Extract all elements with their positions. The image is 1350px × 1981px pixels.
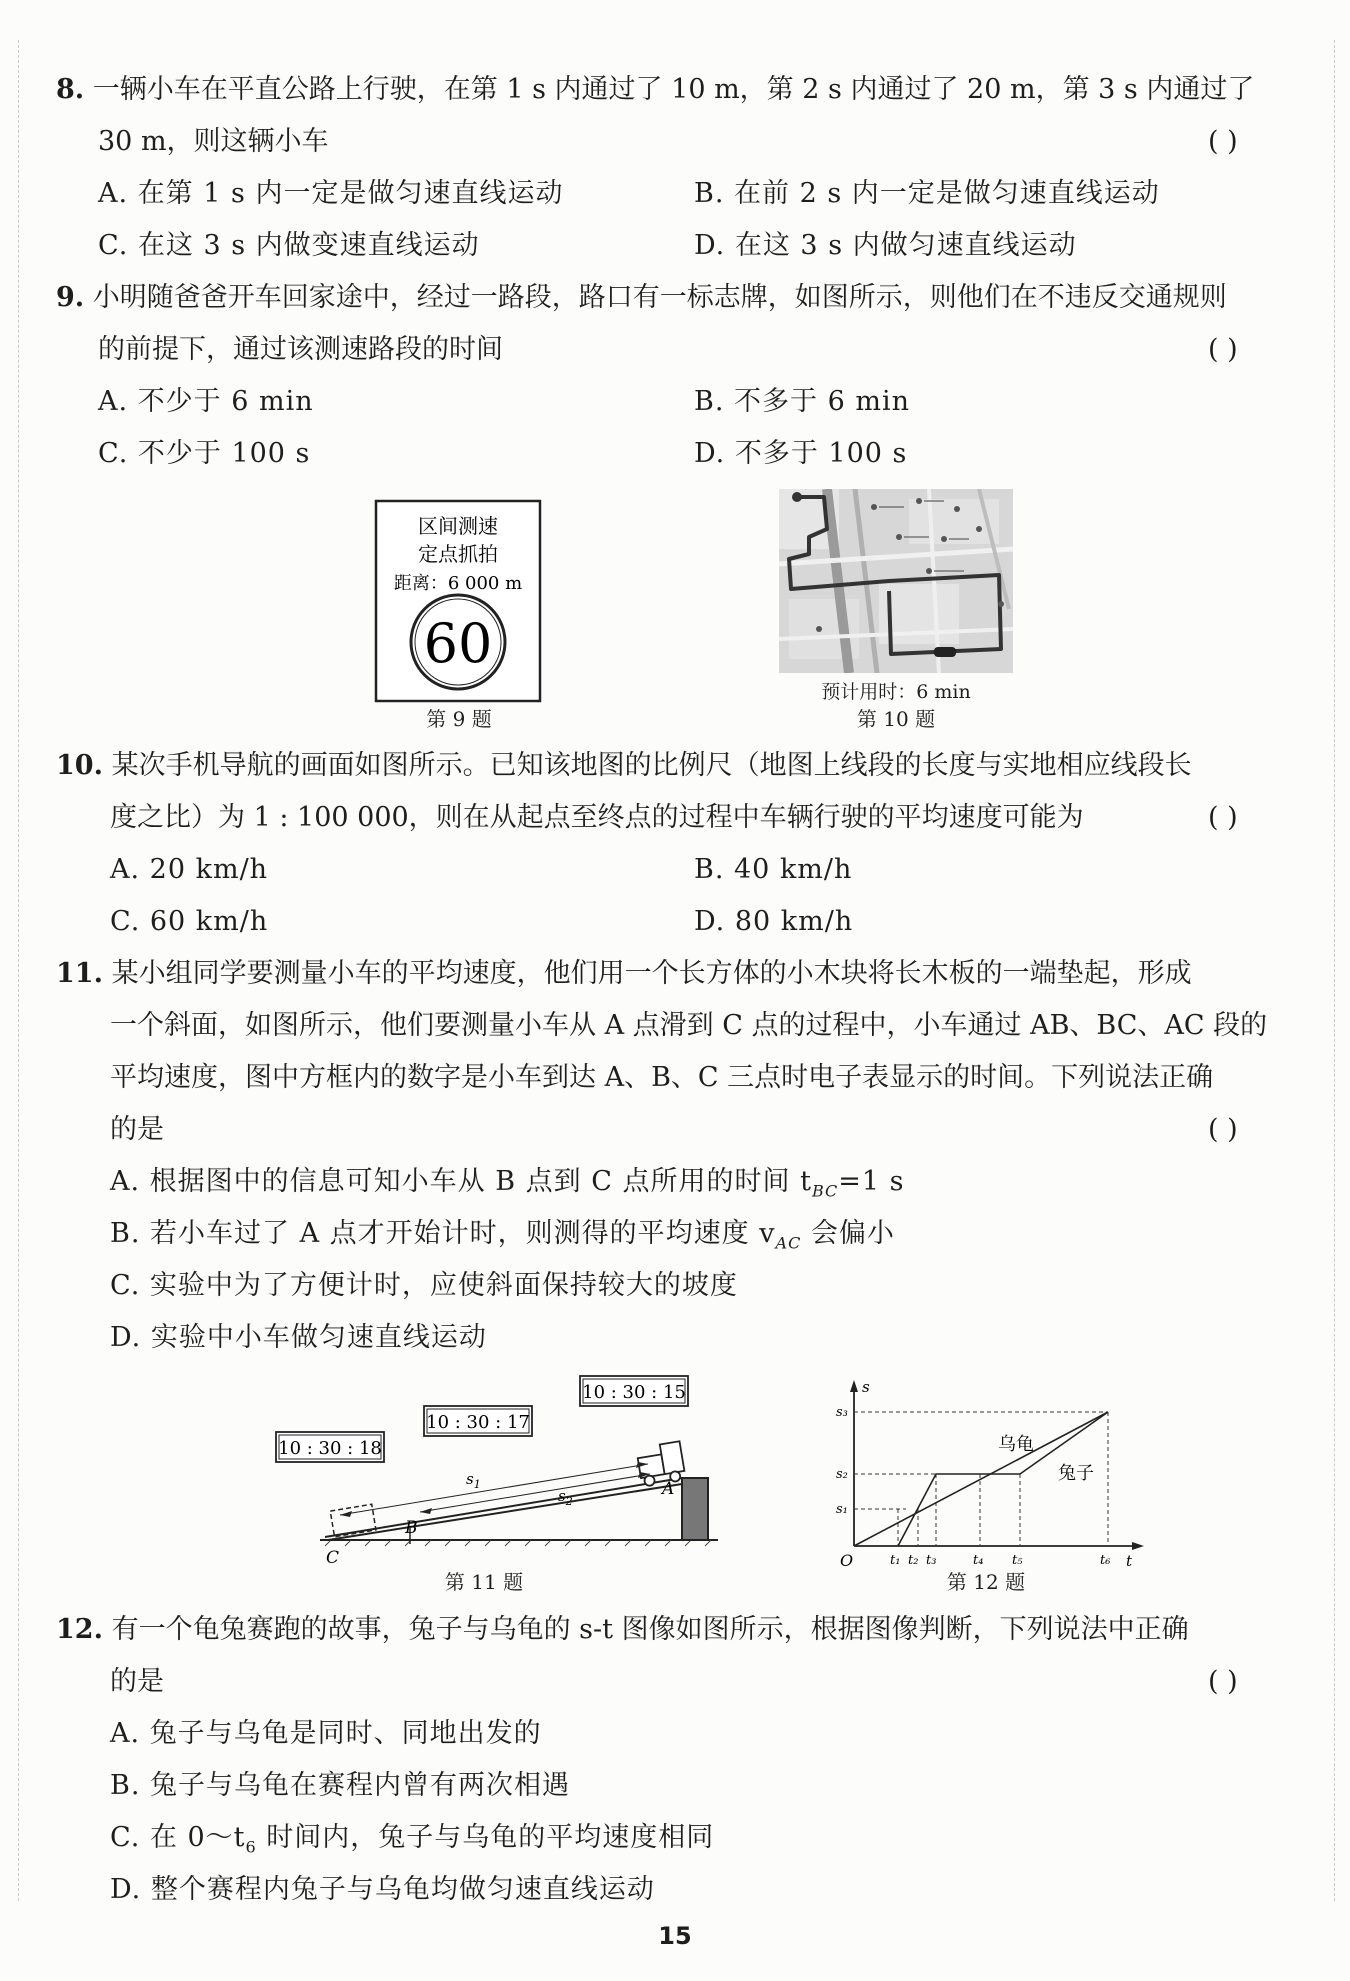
fig11-caption: 第 11 题	[444, 1570, 524, 1594]
q9-option-b[interactable]: B. 不多于 6 min	[694, 386, 910, 417]
q10-stem-line2: 度之比）为 1 : 100 000，则在从起点至终点的过程中车辆行驶的平均速度可能为	[110, 802, 1084, 833]
navigation-map-figure	[779, 489, 1013, 673]
speed-sign-figure	[374, 499, 544, 704]
tortoise-label: 乌龟	[998, 1434, 1034, 1455]
q9-stem-line2: 的前提下，通过该测速路段的时间	[98, 334, 503, 365]
t4-tick-label: t₄	[973, 1553, 984, 1568]
axis-s-label: s	[862, 1378, 870, 1396]
sign-line-3: 距离：6 000 m	[393, 573, 523, 594]
q11-number: 11.	[56, 958, 103, 989]
q11-option-c[interactable]: C. 实验中为了方便计时，应使斜面保持较大的坡度	[110, 1270, 738, 1301]
q9-stem-line1	[56, 280, 1227, 316]
sign-line-1: 区间测速	[418, 514, 498, 538]
wood-block	[682, 1478, 708, 1540]
q8-number: 8.	[56, 74, 85, 105]
st-graph-figure	[830, 1378, 1150, 1568]
q10-answer-paren[interactable]: ( )	[1208, 802, 1238, 833]
q9-number: 9.	[56, 282, 85, 313]
t1-tick-label: t₁	[890, 1553, 901, 1568]
q12-stem-line2: 的是	[110, 1666, 164, 1697]
q12-option-c[interactable]: C. 在 $0\sim t_6$ 时间内，兔子与乌龟的平均速度相同	[110, 1822, 715, 1857]
sign-line-2: 定点抓拍	[418, 542, 498, 566]
timer-c: 10 : 30 : 18	[278, 1438, 382, 1459]
q11-stem-line4: 的是	[110, 1114, 164, 1145]
q10-option-d[interactable]: D. 80 km/h	[694, 906, 854, 937]
q11-stem-line3: 平均速度，图中方框内的数字是小车到达 A、B、C 三点时电子表显示的时间。下列说法正确	[110, 1062, 1214, 1093]
q12-text-1: 有一个龟兔赛跑的故事，兔子与乌龟的 s-t 图像如图所示，根据图像判断，下列说法中正确	[111, 1614, 1189, 1645]
t6-tick-label: t₆	[1100, 1553, 1111, 1568]
q10-option-c[interactable]: C. 60 km/h	[110, 906, 269, 937]
q12-option-b[interactable]: B. 兔子与乌龟在赛程内曾有两次相遇	[110, 1770, 571, 1801]
label-a: A	[662, 1479, 675, 1499]
q10-option-b[interactable]: B. 40 km/h	[694, 854, 853, 885]
q10-text-1: 某次手机导航的画面如图所示。已知该地图的比例尺（地图上线段的长度与实地相应线段长	[111, 750, 1192, 781]
q9-answer-paren[interactable]: ( )	[1208, 334, 1238, 365]
q11-stem-line2: 一个斜面，如图所示，他们要测量小车从 A 点滑到 C 点的过程中，小车通过 AB、BC、AC 段的	[110, 1010, 1268, 1041]
incline-experiment-figure	[270, 1370, 730, 1570]
label-s1: $s_1$	[466, 1470, 481, 1491]
incline-board-bottom	[328, 1484, 682, 1540]
q11-stem-line1	[56, 956, 1192, 992]
q8-option-a[interactable]: A. 在第 1 s 内一定是做匀速直线运动	[98, 178, 564, 209]
q8-stem-line1	[56, 72, 1254, 108]
fig9-caption: 第 9 题	[426, 707, 492, 731]
q8-answer-paren[interactable]: ( )	[1208, 126, 1238, 157]
q8-text-1: 一辆小车在平直公路上行驶，在第 1 s 内通过了 10 m，第 2 s 内通过了 20 m，第 3 s 内通过了	[92, 74, 1255, 105]
label-s2: $s_2$	[558, 1487, 573, 1508]
q12-option-d[interactable]: D. 整个赛程内兔子与乌龟均做匀速直线运动	[110, 1874, 655, 1905]
s2-tick-label: s₂	[836, 1467, 848, 1482]
q11-option-a[interactable]: A. 根据图中的信息可知小车从 B 点到 C 点所用的时间 $t_{BC}=1$ s	[110, 1166, 905, 1201]
q12-answer-paren[interactable]: ( )	[1208, 1666, 1238, 1697]
q10-stem-line1	[56, 748, 1192, 784]
start-point-icon	[792, 492, 802, 502]
q12-stem-line1	[56, 1612, 1189, 1648]
q9-option-c[interactable]: C. 不少于 100 s	[98, 438, 311, 469]
fig10-caption: 第 10 题	[856, 707, 936, 731]
q12-option-a[interactable]: A. 兔子与乌龟是同时、同地出发的	[110, 1718, 542, 1749]
q11-answer-paren[interactable]: ( )	[1208, 1114, 1238, 1145]
map-estimated-time: 预计用时：6 min	[821, 681, 971, 703]
origin-label: O	[840, 1551, 854, 1568]
q8-stem-line2: 30 m，则这辆小车	[98, 126, 329, 157]
q11-option-b[interactable]: B. 若小车过了 A 点才开始计时，则测得的平均速度 $v_{AC}$ 会偏小	[110, 1218, 895, 1253]
q8-option-d[interactable]: D. 在这 3 s 内做匀速直线运动	[694, 230, 1077, 261]
q9-text-1: 小明随爸爸开车回家途中，经过一路段，路口有一标志牌，如图所示，则他们在不违反交通规则	[92, 282, 1227, 313]
q8-option-c[interactable]: C. 在这 3 s 内做变速直线运动	[98, 230, 480, 261]
speed-limit-number: 60	[423, 612, 493, 675]
left-margin-line	[18, 40, 19, 1901]
end-point-icon	[934, 647, 956, 657]
s3-tick-label: s₃	[836, 1405, 848, 1420]
label-b: B	[405, 1518, 418, 1538]
s1-tick-label: s₁	[836, 1502, 848, 1517]
t2-tick-label: t₂	[908, 1553, 919, 1568]
q10-number: 10.	[56, 750, 103, 781]
q11-option-d[interactable]: D. 实验中小车做匀速直线运动	[110, 1322, 487, 1353]
incline-board-top	[325, 1478, 682, 1537]
axis-t-label: t	[1126, 1552, 1133, 1568]
q12-number: 12.	[56, 1614, 103, 1645]
timer-b: 10 : 30 : 17	[426, 1412, 530, 1433]
t5-tick-label: t₅	[1012, 1553, 1023, 1568]
q9-option-d[interactable]: D. 不多于 100 s	[694, 438, 908, 469]
rabbit-label: 兔子	[1058, 1463, 1094, 1484]
s1-dimension-line	[340, 1464, 648, 1515]
q11-text-1: 某小组同学要测量小车的平均速度，他们用一个长方体的小木块将长木板的一端垫起，形成	[111, 958, 1192, 989]
q9-option-a[interactable]: A. 不少于 6 min	[98, 386, 314, 417]
q10-option-a[interactable]: A. 20 km/h	[110, 854, 269, 885]
timer-a: 10 : 30 : 15	[582, 1382, 686, 1403]
fig12-caption: 第 12 题	[946, 1570, 1026, 1594]
t3-tick-label: t₃	[926, 1553, 937, 1568]
q8-option-b[interactable]: B. 在前 2 s 内一定是做匀速直线运动	[694, 178, 1160, 209]
right-margin-line	[1334, 40, 1335, 1901]
page-number: 15	[658, 1922, 692, 1950]
label-c: C	[326, 1548, 340, 1568]
